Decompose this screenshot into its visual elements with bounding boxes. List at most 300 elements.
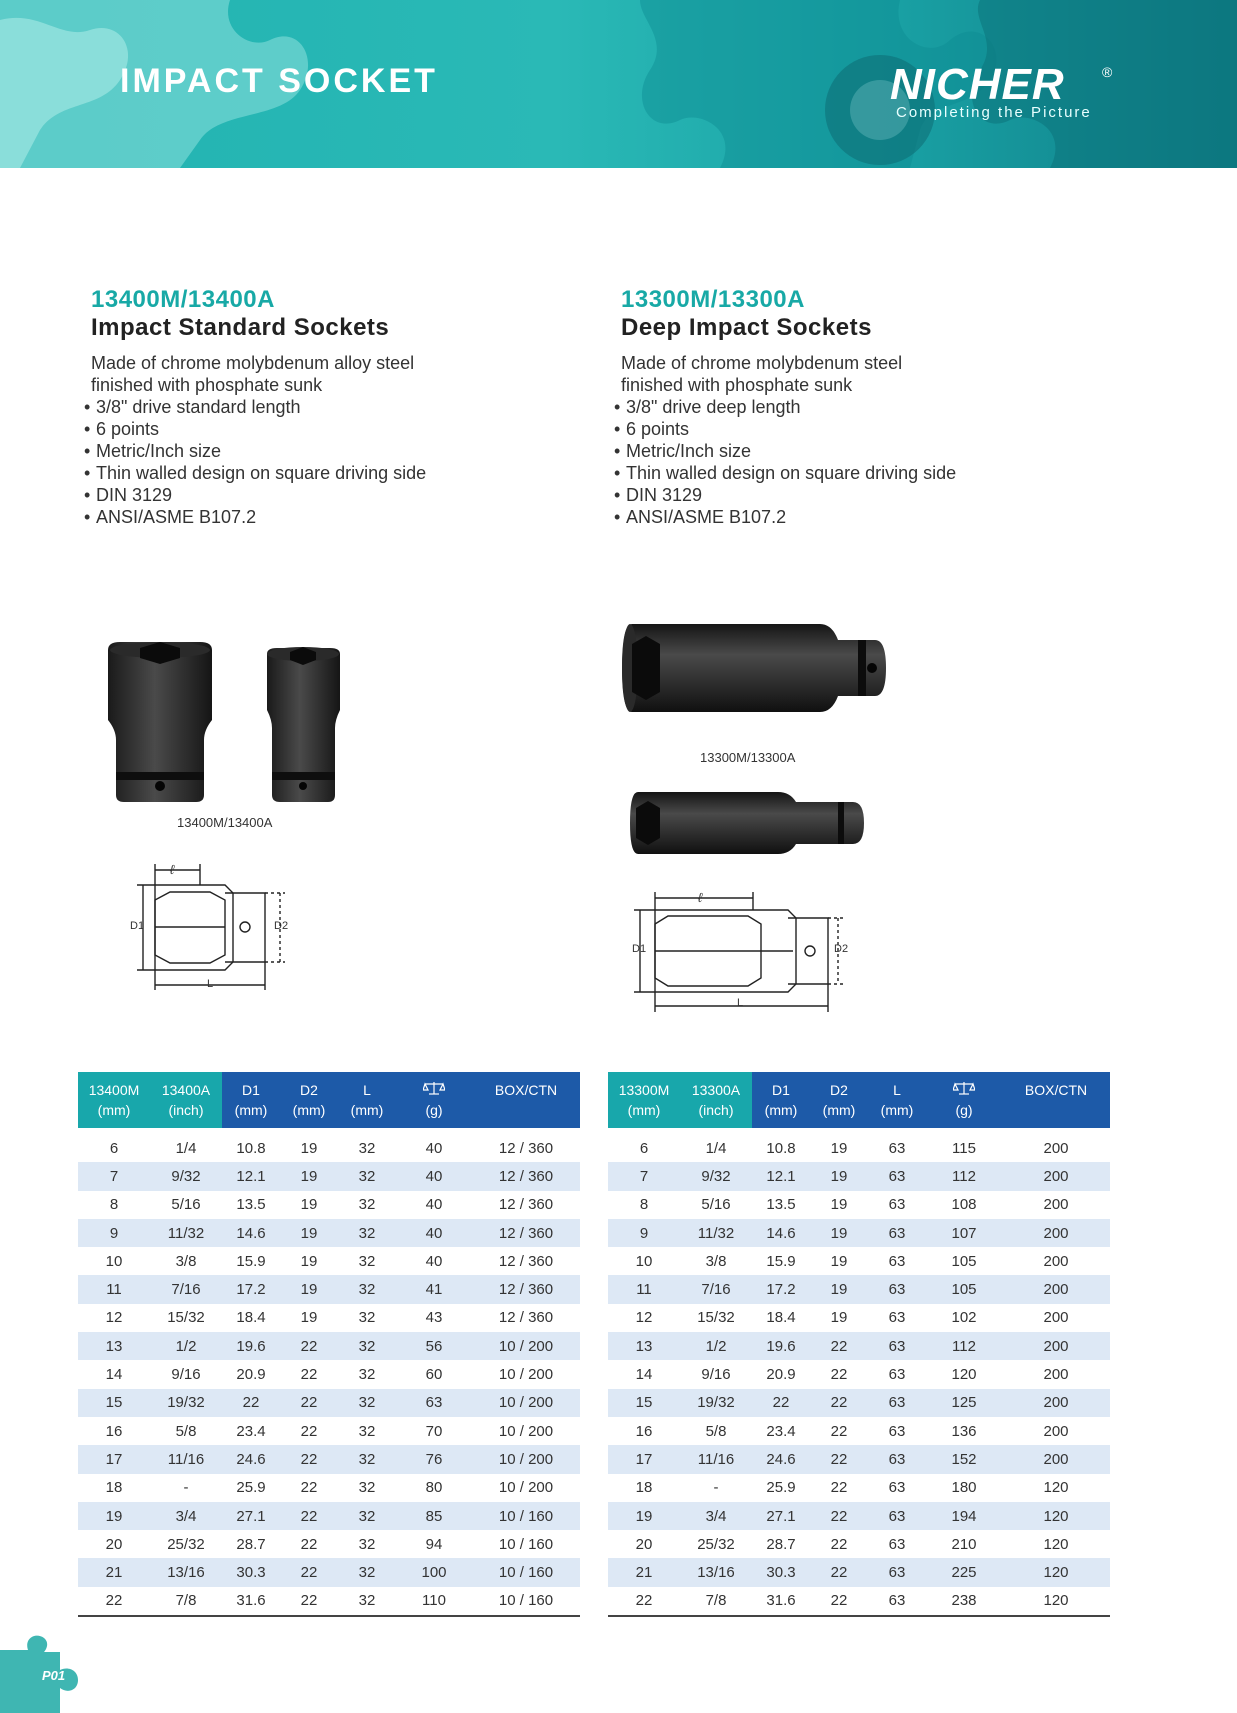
scale-icon (423, 1082, 445, 1098)
table-cell: 22 (752, 1389, 810, 1417)
table-cell: 13/16 (680, 1558, 752, 1586)
table-cell: 100 (396, 1558, 472, 1586)
table-cell: 105 (926, 1275, 1002, 1303)
table-cell: 15 (608, 1389, 680, 1417)
table-row (78, 1275, 580, 1303)
table-cell: 10 / 200 (498, 1422, 554, 1440)
table-row (78, 1558, 580, 1586)
table-cell: 63 (888, 1252, 906, 1270)
table-cell: - (183, 1479, 189, 1497)
table-row (608, 1417, 1110, 1445)
column-header-unit: (inch) (698, 1102, 734, 1118)
table-cell: 120 (1002, 1502, 1110, 1530)
feature-item: • Thin walled design on square driving side (614, 462, 1136, 484)
brand-tagline: Completing the Picture (896, 104, 1092, 121)
table-cell: 10 / 160 (472, 1502, 580, 1530)
feature-item: • DIN 3129 (84, 484, 606, 506)
table-cell: 19 (810, 1162, 868, 1190)
table-cell: 17 (78, 1445, 150, 1473)
feature-item: • 3/8" drive standard length (84, 396, 606, 418)
column-header-unit: (mm) (97, 1102, 131, 1118)
table-cell: 7/16 (680, 1275, 752, 1303)
column-header-top: 13300A (691, 1082, 741, 1098)
table-cell: 11/16 (680, 1445, 752, 1473)
table-cell: 19 (300, 1309, 318, 1327)
table-cell: 11 (78, 1275, 150, 1303)
table-cell: 15 (78, 1389, 150, 1417)
table-cell: 40 (396, 1162, 472, 1190)
table-row (78, 1474, 580, 1502)
table-cell: 23.4 (766, 1422, 796, 1440)
table-cell: 120 (1002, 1587, 1110, 1616)
table-cell: 12.1 (222, 1162, 280, 1190)
table-cell: 13 (78, 1332, 150, 1360)
table-cell: 25.9 (766, 1479, 796, 1497)
table-cell: 22 (810, 1558, 868, 1586)
table-cell: 200 (1002, 1162, 1110, 1190)
column-header-unit: (mm) (880, 1102, 914, 1118)
table-cell: 32 (358, 1366, 376, 1384)
table-row (608, 1474, 1110, 1502)
feature-item: • Metric/Inch size (84, 440, 606, 462)
table-cell: 115 (952, 1139, 976, 1157)
table-cell: 63 (868, 1219, 926, 1247)
column-header-top: BOX/CTN (494, 1082, 558, 1098)
description-text: Made of chrome molybdenum steel finished with phosphate sunk (621, 353, 903, 395)
table-cell: - (713, 1479, 719, 1497)
table-cell: 6 (639, 1139, 649, 1157)
spec-table-standard (78, 1072, 580, 1617)
table-cell: 10 / 200 (472, 1332, 580, 1360)
table-cell: 10.8 (766, 1139, 796, 1157)
diagram-label-d2: D2 (274, 920, 289, 932)
table-cell: 19 (280, 1162, 338, 1190)
column-header-top: D2 (830, 1082, 848, 1098)
table-row (608, 1275, 1110, 1303)
table-cell: 80 (425, 1479, 443, 1497)
table-cell: 22 (280, 1445, 338, 1473)
table-cell: 63 (888, 1422, 906, 1440)
table-row (78, 1162, 580, 1190)
table-cell: 63 (868, 1445, 926, 1473)
table-cell: 14 (105, 1366, 123, 1384)
table-row (78, 1332, 580, 1360)
table-cell: 10 / 160 (472, 1587, 580, 1616)
table-cell: 107 (926, 1219, 1002, 1247)
table-cell: 13/16 (150, 1558, 222, 1586)
table-cell: 7/8 (680, 1587, 752, 1616)
table-cell: 19/32 (680, 1389, 752, 1417)
table-row (78, 1389, 580, 1417)
table-cell: 94 (425, 1535, 443, 1553)
table-cell: 3/4 (150, 1502, 222, 1530)
diagram-label-l: ℓ (170, 862, 175, 877)
table-cell: 19.6 (222, 1332, 280, 1360)
table-cell: 10 / 160 (472, 1558, 580, 1586)
header-banner (0, 0, 1237, 168)
spec-table-deep (608, 1072, 1110, 1617)
column-header (680, 1072, 752, 1128)
table-cell: 22 (300, 1366, 318, 1384)
diagram-label-l: ℓ (698, 890, 703, 905)
table-cell: 200 (1043, 1366, 1069, 1384)
table-cell: 15.9 (236, 1252, 266, 1270)
table-cell: 20.9 (766, 1366, 796, 1384)
column-header (810, 1072, 868, 1128)
table-cell: 70 (425, 1422, 443, 1440)
table-cell: 19 (830, 1252, 848, 1270)
table-cell: 14.6 (752, 1219, 810, 1247)
table-cell: 15/32 (697, 1309, 735, 1327)
column-header-top: 13400A (161, 1082, 211, 1098)
table-cell: 12 / 360 (498, 1309, 554, 1327)
column-header (280, 1072, 338, 1128)
feature-list (621, 396, 1136, 528)
table-row (78, 1247, 580, 1275)
diagram-label-L: L (207, 978, 214, 990)
table-cell: 125 (926, 1389, 1002, 1417)
table-cell: 30.3 (222, 1558, 280, 1586)
table-row (608, 1162, 1110, 1190)
table-row (608, 1219, 1110, 1247)
table-cell: 19 (810, 1219, 868, 1247)
table-cell: 120 (1002, 1558, 1110, 1586)
table-cell: 12.1 (752, 1162, 810, 1190)
feature-list (91, 396, 606, 528)
table-cell: 152 (926, 1445, 1002, 1473)
table-row (608, 1587, 1110, 1616)
table-row (78, 1128, 580, 1162)
table-cell: 63 (868, 1332, 926, 1360)
table-row (78, 1219, 580, 1247)
product-section-standard (86, 286, 606, 528)
scale-icon (953, 1082, 975, 1098)
column-header-top: D1 (772, 1082, 790, 1098)
column-header-unit: (inch) (168, 1102, 204, 1118)
table-cell: 10 / 200 (498, 1366, 554, 1384)
table-cell: 25/32 (167, 1535, 205, 1553)
feature-item: • Metric/Inch size (614, 440, 1136, 462)
table-cell: 22 (830, 1366, 848, 1384)
column-header-top: L (893, 1082, 901, 1098)
table-cell: 19 (830, 1196, 848, 1214)
column-header (1002, 1072, 1110, 1128)
column-header (150, 1072, 222, 1128)
table-cell: 200 (1043, 1139, 1069, 1157)
table-cell: 7/8 (150, 1587, 222, 1616)
table-cell: 24.6 (752, 1445, 810, 1473)
table-cell: 10 / 200 (472, 1445, 580, 1473)
table-cell: 5/8 (175, 1422, 197, 1440)
table-cell: 194 (926, 1502, 1002, 1530)
table-cell: 1/2 (680, 1332, 752, 1360)
table-cell: 25/32 (697, 1535, 735, 1553)
brand-logo (890, 60, 1113, 121)
table-cell: 32 (358, 1479, 376, 1497)
table-cell: 17.2 (222, 1275, 280, 1303)
table-cell: 120 (1043, 1535, 1069, 1553)
page-number: P01 (42, 1668, 66, 1683)
table-cell: 32 (358, 1422, 376, 1440)
table-header-row (608, 1072, 1110, 1128)
column-header-unit: (mm) (234, 1102, 268, 1118)
table-cell: 200 (1002, 1389, 1110, 1417)
column-header-top: BOX/CTN (1024, 1082, 1088, 1098)
table-cell: 9/32 (680, 1162, 752, 1190)
description-text: Made of chrome molybdenum alloy steel finished with phosphate sunk (91, 353, 415, 395)
table-cell: 22 (830, 1422, 848, 1440)
table-cell: 12 / 360 (498, 1139, 554, 1157)
column-header (752, 1072, 810, 1128)
table-cell: 63 (868, 1587, 926, 1616)
table-cell: 22 (280, 1587, 338, 1616)
table-cell: 13.5 (236, 1196, 266, 1214)
table-row (78, 1191, 580, 1219)
table-cell: 32 (338, 1502, 396, 1530)
column-header-top: 13300M (618, 1082, 670, 1098)
table-cell: 63 (868, 1502, 926, 1530)
table-cell: 7/16 (150, 1275, 222, 1303)
table-cell: 22 (300, 1479, 318, 1497)
table-cell: 22 (280, 1502, 338, 1530)
table-cell: 32 (338, 1219, 396, 1247)
table-cell: 32 (358, 1139, 376, 1157)
table-cell: 12 / 360 (498, 1252, 554, 1270)
table-cell: 5/16 (171, 1196, 201, 1214)
table-row (608, 1360, 1110, 1388)
table-cell: 200 (1002, 1275, 1110, 1303)
column-header-unit: (g) (425, 1102, 443, 1118)
table-row (78, 1417, 580, 1445)
table-cell: 12 / 360 (472, 1162, 580, 1190)
table-cell: 19 (830, 1139, 848, 1157)
diagram-label-L: L (737, 997, 744, 1009)
table-cell: 112 (926, 1162, 1002, 1190)
column-header-unit: (g) (955, 1102, 973, 1118)
table-cell: 22 (810, 1502, 868, 1530)
product-name: Deep Impact Sockets (621, 314, 872, 341)
table-cell: 22 (810, 1332, 868, 1360)
table-cell: 11/32 (150, 1219, 222, 1247)
table-cell: 63 (888, 1535, 906, 1553)
feature-item: • Thin walled design on square driving side (84, 462, 606, 484)
table-cell: 16 (105, 1422, 123, 1440)
table-cell: 12 (635, 1309, 653, 1327)
table-cell: 12 (105, 1309, 123, 1327)
table-cell: 32 (338, 1275, 396, 1303)
table-cell: 136 (951, 1422, 977, 1440)
table-cell: 19 (608, 1502, 680, 1530)
table-row (608, 1332, 1110, 1360)
table-row (608, 1247, 1110, 1275)
table-cell: 63 (888, 1309, 906, 1327)
table-cell: 102 (951, 1309, 977, 1327)
table-cell: 11/32 (680, 1219, 752, 1247)
table-cell: 21 (78, 1558, 150, 1586)
table-cell: 200 (1043, 1196, 1069, 1214)
column-header-unit: (mm) (350, 1102, 384, 1118)
table-cell: 22 (280, 1558, 338, 1586)
table-cell: 63 (888, 1479, 906, 1497)
table-cell: 32 (338, 1445, 396, 1473)
product-code: 13400M/13400A (91, 286, 275, 313)
feature-item: • ANSI/ASME B107.2 (614, 506, 1136, 528)
table-cell: 22 (280, 1332, 338, 1360)
table-cell: 32 (358, 1196, 376, 1214)
table-cell: 32 (358, 1535, 376, 1553)
table-cell: 18 (105, 1479, 123, 1497)
table-cell: 22 (810, 1587, 868, 1616)
table-cell: 32 (338, 1389, 396, 1417)
table-cell: 32 (358, 1252, 376, 1270)
table-row (78, 1360, 580, 1388)
diagram-label-d1: D1 (130, 920, 145, 932)
table-cell: 60 (425, 1366, 443, 1384)
table-cell: 200 (1043, 1422, 1069, 1440)
table-row (608, 1389, 1110, 1417)
column-header-unit: (mm) (627, 1102, 661, 1118)
table-row (608, 1191, 1110, 1219)
column-header (222, 1072, 280, 1128)
table-cell: 10.8 (236, 1139, 266, 1157)
table-cell: 18.4 (236, 1309, 266, 1327)
table-cell: 14 (635, 1366, 653, 1384)
table-cell: 9 (608, 1219, 680, 1247)
table-cell: 9/32 (150, 1162, 222, 1190)
table-cell: 63 (396, 1389, 472, 1417)
table-cell: 19/32 (150, 1389, 222, 1417)
table-cell: 40 (425, 1139, 443, 1157)
column-header (338, 1072, 396, 1128)
table-cell: 112 (926, 1332, 1002, 1360)
table-cell: 19 (280, 1219, 338, 1247)
table-cell: 110 (396, 1587, 472, 1616)
table-cell: 120 (1043, 1479, 1069, 1497)
table-cell: 180 (951, 1479, 977, 1497)
table-cell: 28.7 (766, 1535, 796, 1553)
table-cell: 16 (635, 1422, 653, 1440)
column-header (868, 1072, 926, 1128)
table-cell: 22 (830, 1535, 848, 1553)
table-cell: 30.3 (752, 1558, 810, 1586)
table-cell: 10 (635, 1252, 653, 1270)
feature-item: • ANSI/ASME B107.2 (84, 506, 606, 528)
table-cell: 20.9 (236, 1366, 266, 1384)
table-row (608, 1128, 1110, 1162)
feature-item: • 6 points (614, 418, 1136, 440)
column-header-top: L (363, 1082, 371, 1098)
column-header-top: D2 (300, 1082, 318, 1098)
table-cell: 10 (105, 1252, 123, 1270)
table-cell: 32 (338, 1587, 396, 1616)
table-cell: 10 / 200 (498, 1479, 554, 1497)
table-cell: 3/8 (705, 1252, 727, 1270)
table-cell: 12 / 360 (498, 1196, 554, 1214)
table-cell: 5/16 (701, 1196, 731, 1214)
table-cell: 19 (280, 1275, 338, 1303)
table-cell: 8 (639, 1196, 649, 1214)
table-cell: 7 (608, 1162, 680, 1190)
table-cell: 210 (951, 1535, 977, 1553)
table-row (78, 1530, 580, 1558)
page-title: IMPACT SOCKET (120, 62, 438, 100)
table-cell: 31.6 (222, 1587, 280, 1616)
table-cell: 22 (280, 1389, 338, 1417)
table-cell: 14.6 (222, 1219, 280, 1247)
table-cell: 22 (78, 1587, 150, 1616)
table-cell: 200 (1002, 1445, 1110, 1473)
image-caption: 13300M/13300A (700, 750, 796, 765)
table-cell: 27.1 (222, 1502, 280, 1530)
table-cell: 24.6 (222, 1445, 280, 1473)
table-cell: 40 (425, 1252, 443, 1270)
table-cell: 31.6 (752, 1587, 810, 1616)
column-header-unit: (mm) (822, 1102, 856, 1118)
table-cell: 1/4 (705, 1139, 727, 1157)
table-row (608, 1530, 1110, 1558)
table-cell: 85 (396, 1502, 472, 1530)
column-header (396, 1072, 472, 1128)
table-cell: 105 (951, 1252, 977, 1270)
diagram-label-d2: D2 (834, 943, 849, 955)
deep-socket-photo-alt (628, 788, 868, 858)
table-row (78, 1304, 580, 1332)
table-cell: 19 (300, 1196, 318, 1214)
table-cell: 12 / 360 (472, 1275, 580, 1303)
table-cell: 238 (926, 1587, 1002, 1616)
brand-name: NICHER (890, 60, 1065, 109)
table-cell: 22 (830, 1479, 848, 1497)
table-row (608, 1558, 1110, 1586)
table-cell: 22 (810, 1445, 868, 1473)
column-header (926, 1072, 1002, 1128)
product-code: 13300M/13300A (621, 286, 805, 313)
table-cell: 56 (396, 1332, 472, 1360)
table-cell: 15/32 (167, 1309, 205, 1327)
column-header-top: 13400M (88, 1082, 140, 1098)
table-cell: 21 (608, 1558, 680, 1586)
table-cell: 32 (338, 1162, 396, 1190)
table-cell: 200 (1043, 1252, 1069, 1270)
column-header (608, 1072, 680, 1128)
table-cell: 19 (78, 1502, 150, 1530)
table-cell: 63 (888, 1366, 906, 1384)
table-cell: 15.9 (766, 1252, 796, 1270)
table-cell: 25.9 (236, 1479, 266, 1497)
table-cell: 19 (300, 1252, 318, 1270)
diagram-label-d1: D1 (632, 943, 647, 955)
table-cell: 27.1 (752, 1502, 810, 1530)
table-cell: 19 (830, 1309, 848, 1327)
column-header-top (928, 1080, 1000, 1100)
standard-sockets-photo (100, 640, 360, 805)
table-cell: 20 (105, 1535, 123, 1553)
table-cell: 10 / 200 (472, 1389, 580, 1417)
table-cell: 10 / 160 (498, 1535, 554, 1553)
table-cell: 1/2 (150, 1332, 222, 1360)
table-cell: 200 (1002, 1219, 1110, 1247)
table-cell: 17 (608, 1445, 680, 1473)
table-cell: 12 / 360 (472, 1219, 580, 1247)
feature-item: • 3/8" drive deep length (614, 396, 1136, 418)
table-row (608, 1445, 1110, 1473)
feature-item: • 6 points (84, 418, 606, 440)
product-name: Impact Standard Sockets (91, 314, 390, 341)
table-cell: 17.2 (752, 1275, 810, 1303)
table-cell: 9/16 (701, 1366, 731, 1384)
image-caption: 13400M/13400A (177, 815, 273, 830)
table-cell: 8 (109, 1196, 119, 1214)
